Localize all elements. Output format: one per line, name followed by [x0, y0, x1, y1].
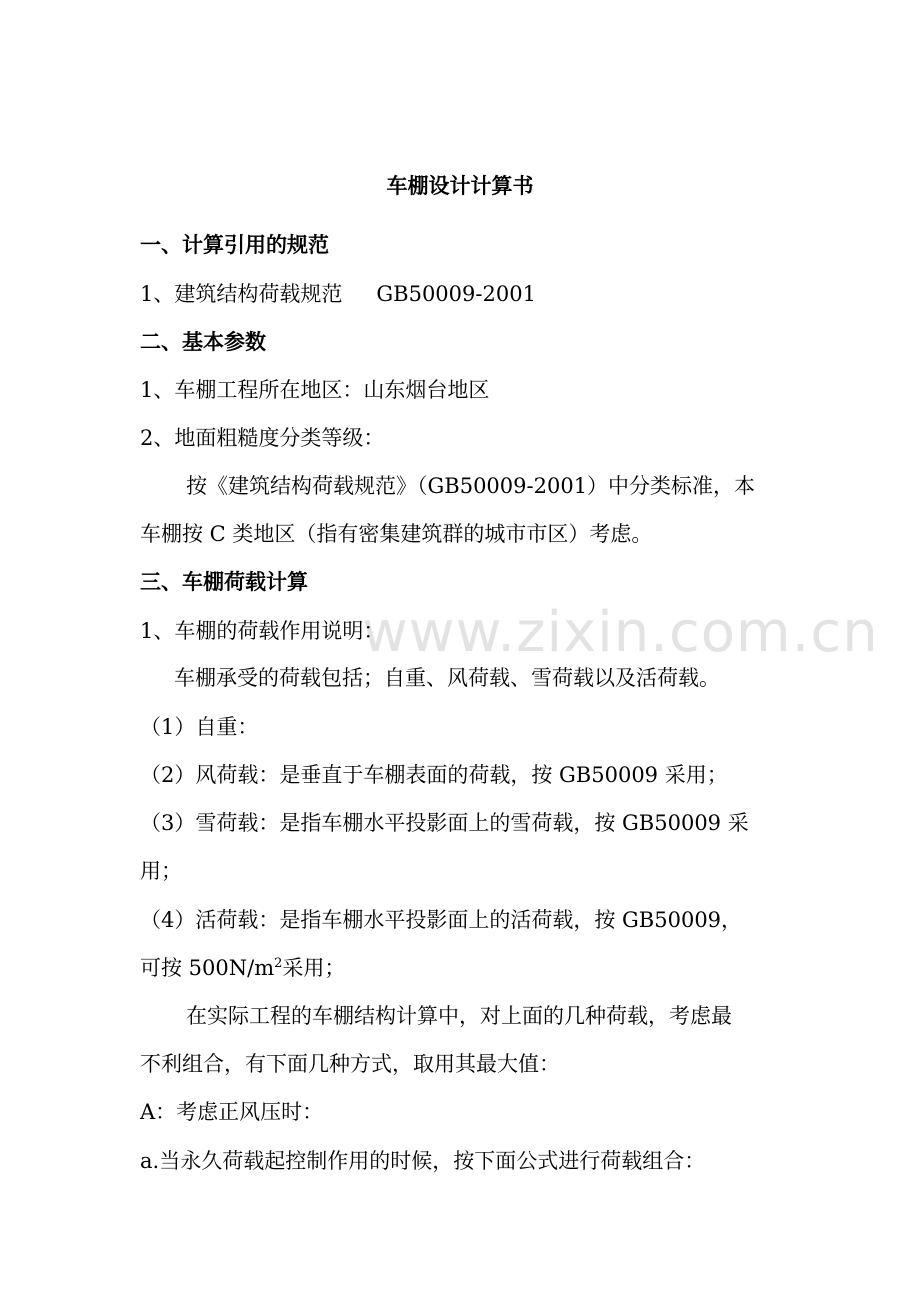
live-load-suffix: 采用；: [282, 956, 346, 980]
spec-code: GB50009-2001: [376, 282, 536, 306]
load-item-wind: （2）风荷载：是垂直于车棚表面的荷载，按 GB50009 采用；: [140, 763, 728, 787]
load-item-live-line-2: [140, 956, 345, 980]
section-2-heading: 二、基本参数: [140, 330, 266, 354]
combination-paragraph-line-2: 不利组合，有下面几种方式，取用其最大值：: [140, 1052, 560, 1076]
load-description-label: 1、车棚的荷载作用说明：: [140, 619, 385, 643]
roughness-category-label: 2、地面粗糙度分类等级：: [140, 426, 385, 450]
load-item-live-line-1: （4）活荷载：是指车棚水平投影面上的活荷载，按 GB50009，: [140, 908, 743, 932]
live-load-value: 可按 500N/m: [140, 956, 275, 980]
section-1-heading: 一、计算引用的规范: [140, 233, 329, 257]
project-location: 1、车棚工程所在地区：山东烟台地区: [140, 378, 490, 402]
load-item-snow-line-2: 用；: [140, 859, 182, 883]
load-item-self-weight: （1）自重：: [140, 715, 259, 739]
case-a-label: A：考虑正风压时：: [140, 1100, 324, 1124]
load-intro: 车棚承受的荷载包括；自重、风荷载、雪荷载以及活荷载。: [174, 666, 720, 690]
unit-exponent: 2: [274, 956, 283, 971]
combination-paragraph-line-1: 在实际工程的车棚结构计算中，对上面的几种荷载，考虑最: [186, 1004, 732, 1028]
spec-name: 1、建筑结构荷载规范: [140, 282, 343, 306]
load-item-snow-line-1: （3）雪荷载：是指车棚水平投影面上的雪荷载，按 GB50009 采: [140, 811, 749, 835]
watermark: www.zixin.com.cn: [362, 600, 879, 665]
spec-reference: [140, 282, 536, 306]
roughness-paragraph-line-2: 车棚按 C 类地区（指有密集建筑群的城市市区）考虑。: [140, 522, 653, 546]
roughness-paragraph-line-1: 按《建筑结构荷载规范》（GB50009-2001）中分类标准，本: [186, 474, 756, 498]
section-3-heading: 三、车棚荷载计算: [140, 570, 308, 594]
document-title: 车棚设计计算书: [386, 173, 534, 198]
case-a-sub-item: a.当永久荷载起控制作用的时候，按下面公式进行荷载组合：: [140, 1149, 706, 1173]
